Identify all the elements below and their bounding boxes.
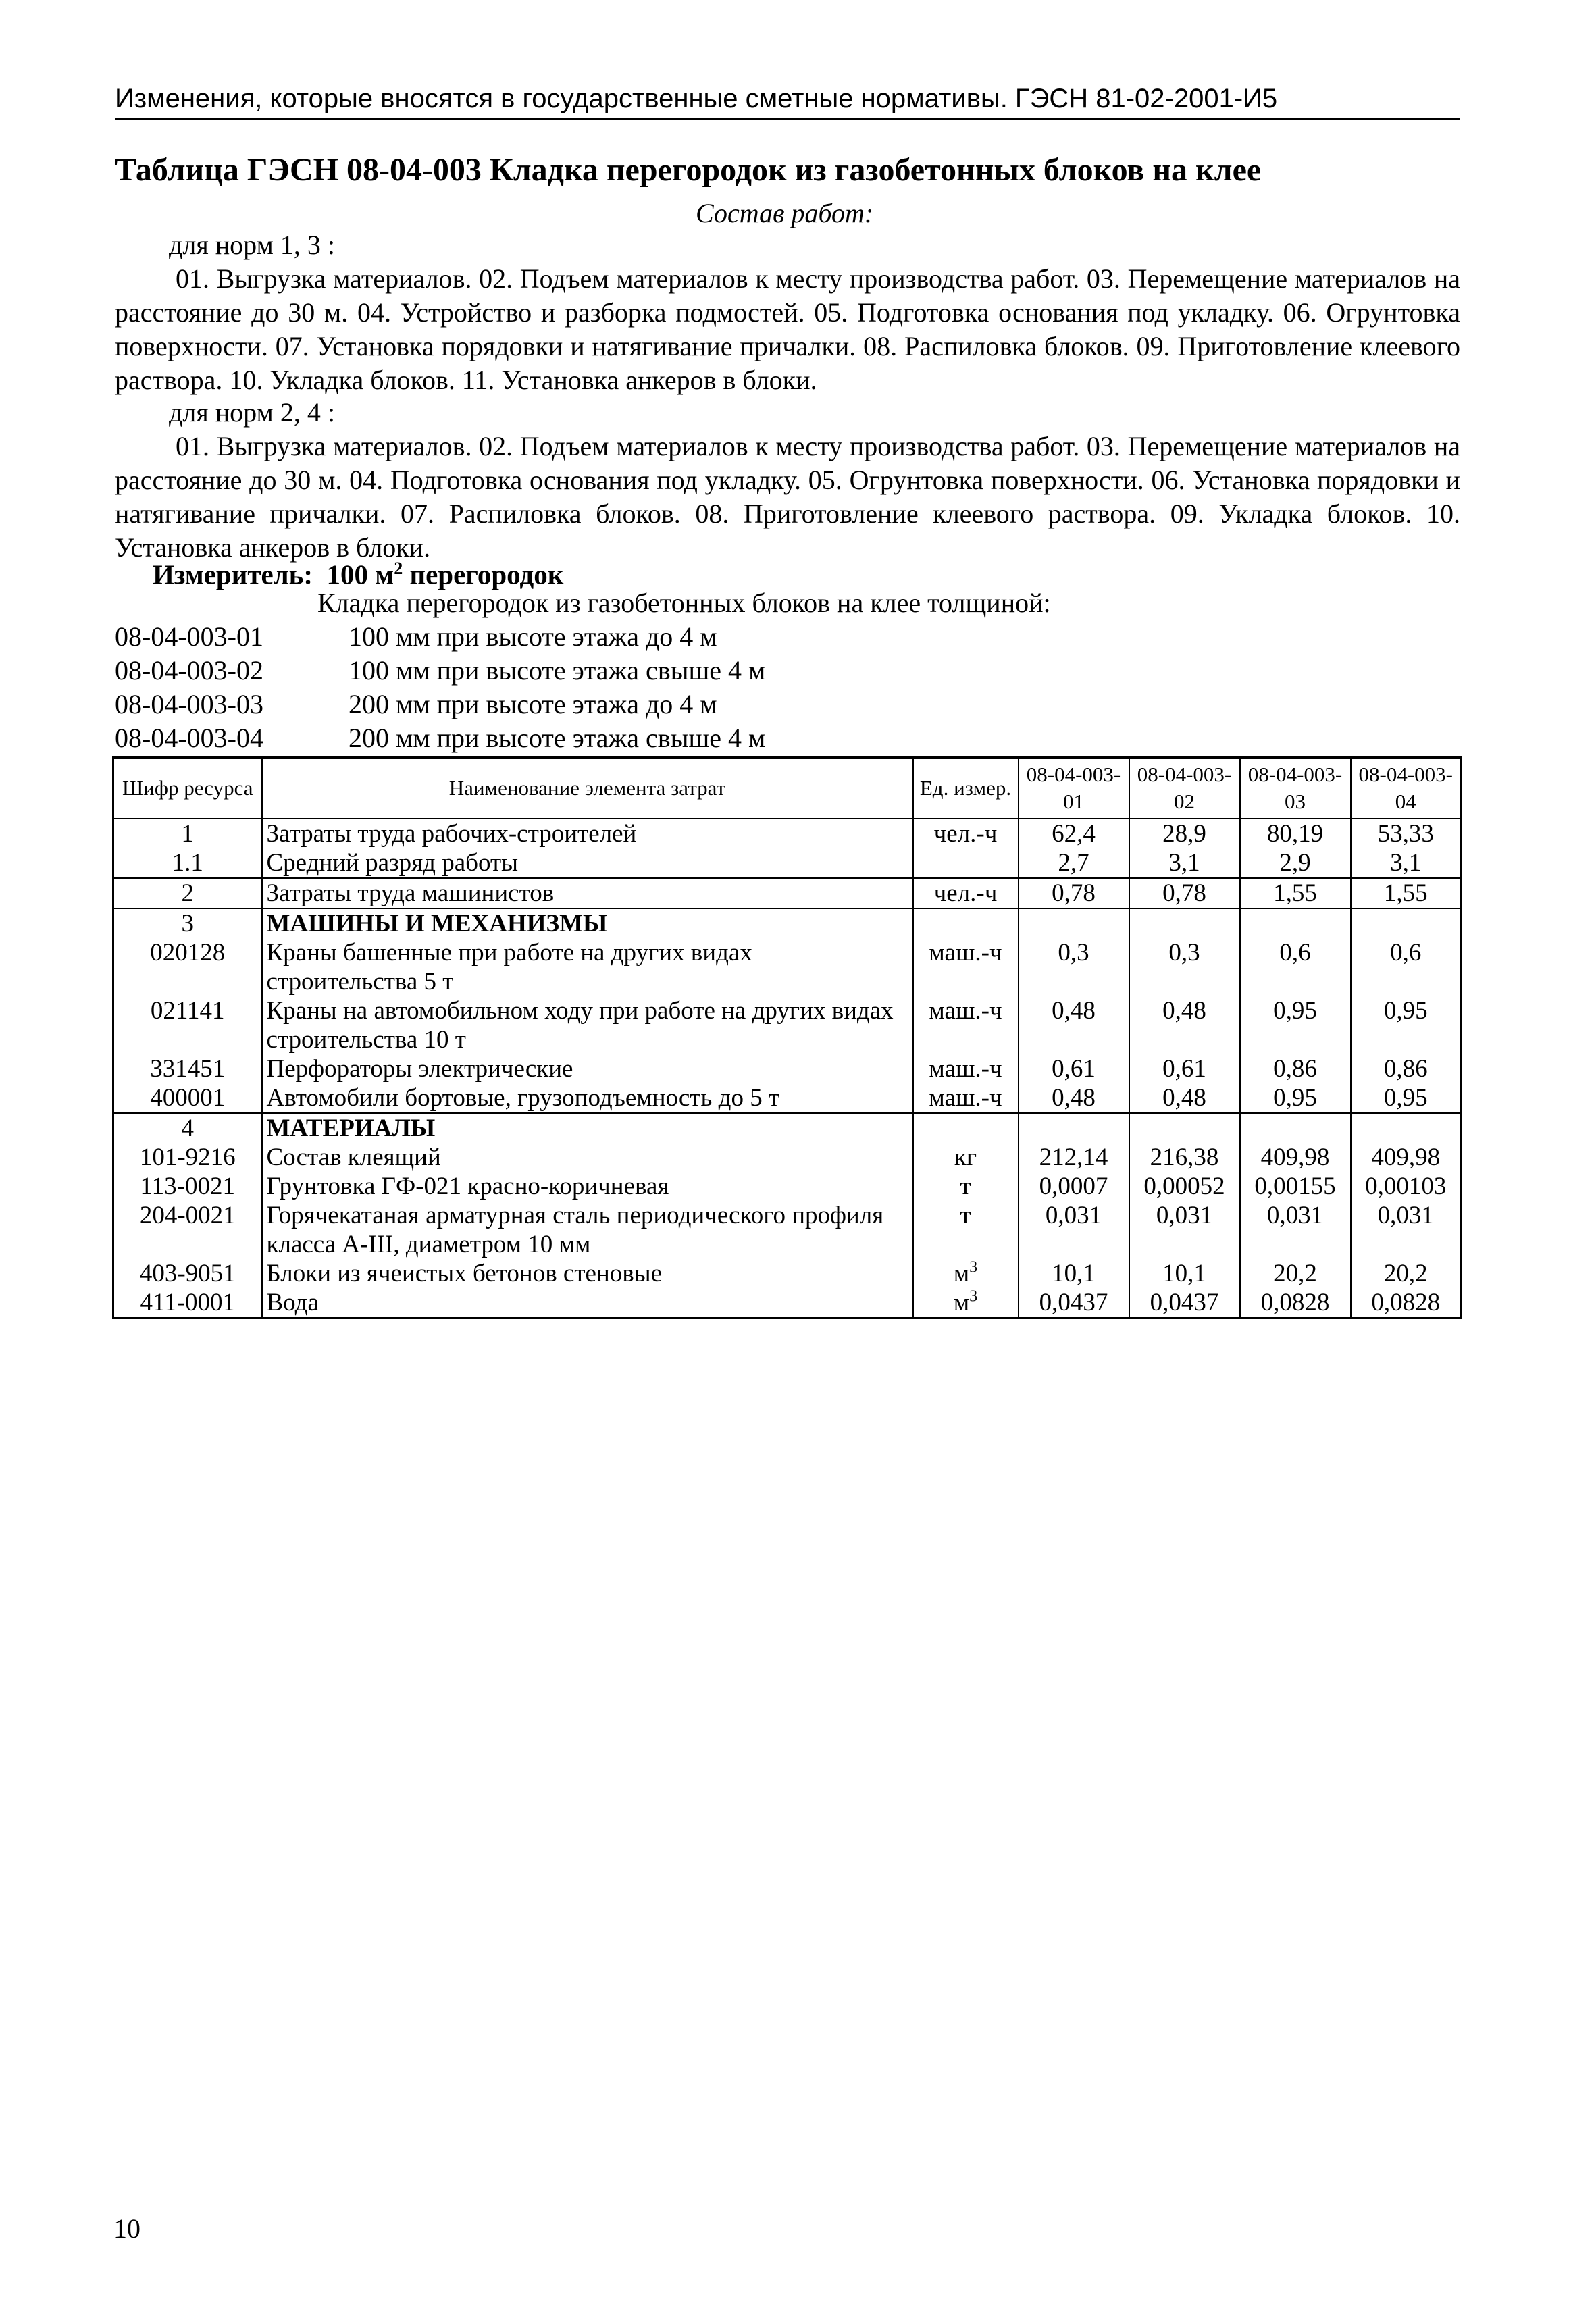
header-resource-code: Шифр ресурса: [113, 758, 262, 819]
cost-element-name: Вода: [262, 1288, 913, 1318]
resource-table: [112, 756, 1462, 1319]
unit-cell: [913, 1288, 1019, 1318]
norm-value-03: 0,00155: [1240, 1172, 1351, 1201]
norm-value-01: 0,61: [1019, 1054, 1129, 1083]
measure-rest: перегородок: [403, 559, 564, 590]
norm-value-01: 0,78: [1019, 878, 1129, 908]
unit-cell: [913, 1113, 1019, 1143]
norm-value-03: 20,2: [1240, 1259, 1351, 1288]
unit-text: чел.-ч: [933, 879, 998, 907]
norm-value-01: 0,48: [1019, 1083, 1129, 1113]
header-unit: Ед. измер.: [913, 758, 1019, 819]
table-row: [113, 1143, 1462, 1172]
norm-value-01: 0,0437: [1019, 1288, 1129, 1318]
norm-code: 08-04-003-03: [115, 689, 263, 719]
header-norm-01: 08-04-003-01: [1019, 758, 1129, 819]
cost-element-name: Блоки из ячеистых бетонов стеновые: [262, 1259, 913, 1288]
resource-code: 400001: [113, 1083, 262, 1113]
unit-superscript: 3: [969, 1258, 978, 1277]
norm-value-04: 1,55: [1351, 878, 1462, 908]
work-composition-heading: Состав работ:: [696, 198, 874, 228]
unit-cell: [913, 1172, 1019, 1201]
resource-code: 2: [113, 878, 262, 908]
measure-value: 100 м: [326, 559, 394, 590]
norm-value-02: 0,3: [1129, 938, 1240, 996]
norm-value-01: 0,3: [1019, 938, 1129, 996]
norm-value-02: 0,00052: [1129, 1172, 1240, 1201]
unit-cell: [913, 938, 1019, 996]
resource-code: 1.1: [113, 848, 262, 878]
norms-intro: Кладка перегородок из газобетонных блоков на клее толщиной:: [317, 588, 1051, 618]
norm-value-02: 216,38: [1129, 1143, 1240, 1172]
unit-text: маш.-ч: [929, 939, 1002, 967]
norm-value-01: 0,031: [1019, 1201, 1129, 1259]
resource-code: 403-9051: [113, 1259, 262, 1288]
unit-text: маш.-ч: [929, 1055, 1002, 1083]
norm-value-04: 53,33: [1351, 819, 1462, 848]
norm-description: 200 мм при высоте этажа свыше 4 м: [349, 723, 766, 753]
table-row: [113, 938, 1462, 996]
unit-text: т: [960, 1202, 971, 1229]
norm-value-02: 0,031: [1129, 1201, 1240, 1259]
norms-2-4-label: для норм 2, 4 :: [169, 397, 335, 428]
norms-1-3-text: 01. Выгрузка материалов. 02. Подъем материалов к месту производства работ. 03. Перемещение материалов на расстояние до 30 м. 04. Устройство и разборка подмостей. 05. Подготовка основания под укладку. 06. Огрунтовка поверхности. 07. Установка порядовки и натягивание причалки. 08. Распиловка блоков. 09. Приготовление клеевого раствора. 10. Укладка блоков. 11. Установка анкеров в блоки.: [115, 263, 1460, 395]
resource-code: 411-0001: [113, 1288, 262, 1318]
table-row: [113, 1201, 1462, 1259]
header-norm-02: 08-04-003-02: [1129, 758, 1240, 819]
section-row: [113, 1113, 1462, 1143]
resource-code: 331451: [113, 1054, 262, 1083]
norm-description: 100 мм при высоте этажа свыше 4 м: [349, 655, 766, 686]
resource-code: 101-9216: [113, 1143, 262, 1172]
norm-value-03: 0,0828: [1240, 1288, 1351, 1318]
cost-element-name: Затраты труда рабочих-строителей: [262, 819, 913, 848]
table-row: [113, 1288, 1462, 1318]
table-row: [113, 1054, 1462, 1083]
resource-code: 113-0021: [113, 1172, 262, 1201]
cost-element-name: Краны башенные при работе на других видах строительства 5 т: [262, 938, 913, 996]
unit-superscript: 3: [969, 1287, 978, 1306]
norm-value-04: 0,95: [1351, 1083, 1462, 1113]
unit-cell: [913, 819, 1019, 848]
table-row: [113, 878, 1462, 908]
norm-value-03: [1240, 908, 1351, 938]
norms-2-4-text: 01. Выгрузка материалов. 02. Подъем материалов к месту производства работ. 03. Перемещение материалов на расстояние до 30 м. 04. Подготовка основания под укладку. 05. Огрунтовка поверхности. 06. Установка порядовки и натягивание причалки. 07. Распиловка блоков. 08. Приготовление клеевого раствора. 09. Укладка блоков. 10. Установка анкеров в блоки.: [115, 431, 1460, 563]
norm-value-01: 0,48: [1019, 996, 1129, 1054]
table-row: [113, 1083, 1462, 1113]
norm-value-02: 28,9: [1129, 819, 1240, 848]
unit-text: кг: [954, 1143, 977, 1171]
norm-value-02: 0,48: [1129, 996, 1240, 1054]
unit-text: маш.-ч: [929, 1084, 1002, 1112]
resource-code: 020128: [113, 938, 262, 996]
measure-label: Измеритель:: [153, 559, 313, 590]
unit-cell: [913, 1054, 1019, 1083]
unit-cell: [913, 1201, 1019, 1259]
resource-code: 3: [113, 908, 262, 938]
norm-description: 100 мм при высоте этажа до 4 м: [349, 621, 717, 652]
resource-code: 4: [113, 1113, 262, 1143]
table-row: [113, 1259, 1462, 1288]
table-row: [113, 996, 1462, 1054]
table-header-row: [113, 758, 1462, 819]
norm-value-03: [1240, 1113, 1351, 1143]
norm-value-02: 0,0437: [1129, 1288, 1240, 1318]
norm-value-03: 0,95: [1240, 996, 1351, 1054]
norm-value-03: 409,98: [1240, 1143, 1351, 1172]
norm-value-04: 0,6: [1351, 938, 1462, 996]
norm-value-04: [1351, 908, 1462, 938]
unit-text: м: [953, 1260, 970, 1287]
norm-value-02: 3,1: [1129, 848, 1240, 878]
unit-cell: [913, 1083, 1019, 1113]
norm-value-01: 212,14: [1019, 1143, 1129, 1172]
norm-value-04: 409,98: [1351, 1143, 1462, 1172]
running-header: Изменения, которые вносятся в государственные сметные нормативы. ГЭСН 81-02-2001-И5: [115, 80, 1460, 120]
norm-code: 08-04-003-01: [115, 621, 263, 652]
norm-value-01: 10,1: [1019, 1259, 1129, 1288]
norms-1-3-label: для норм 1, 3 :: [169, 230, 335, 260]
norm-value-01: [1019, 1113, 1129, 1143]
unit-text: маш.-ч: [929, 997, 1002, 1025]
norm-value-01: 0,0007: [1019, 1172, 1129, 1201]
norm-value-03: 2,9: [1240, 848, 1351, 878]
norm-value-01: 2,7: [1019, 848, 1129, 878]
cost-element-name: Средний разряд работы: [262, 848, 913, 878]
norm-value-01: 62,4: [1019, 819, 1129, 848]
norm-value-02: [1129, 908, 1240, 938]
unit-cell: [913, 996, 1019, 1054]
cost-element-name: Состав клеящий: [262, 1143, 913, 1172]
cost-element-name: МАТЕРИАЛЫ: [262, 1113, 913, 1143]
cost-element-name: Затраты труда машинистов: [262, 878, 913, 908]
resource-code: 1: [113, 819, 262, 848]
norm-value-03: 0,95: [1240, 1083, 1351, 1113]
norm-value-04: 0,00103: [1351, 1172, 1462, 1201]
norm-value-04: [1351, 1113, 1462, 1143]
norm-value-01: [1019, 908, 1129, 938]
unit-text: м: [953, 1289, 970, 1316]
norm-value-02: 0,78: [1129, 878, 1240, 908]
cost-element-name: Грунтовка ГФ-021 красно-коричневая: [262, 1172, 913, 1201]
norm-value-04: 0,031: [1351, 1201, 1462, 1259]
norm-value-04: 20,2: [1351, 1259, 1462, 1288]
norm-value-03: 0,031: [1240, 1201, 1351, 1259]
table-body: [113, 819, 1462, 1318]
cost-element-name: Горячекатаная арматурная сталь периодического профиля класса А-III, диаметром 10 мм: [262, 1201, 913, 1259]
norm-value-04: 3,1: [1351, 848, 1462, 878]
norm-value-02: 0,48: [1129, 1083, 1240, 1113]
norm-value-02: 10,1: [1129, 1259, 1240, 1288]
header-cost-element: Наименование элемента затрат: [262, 758, 913, 819]
measure-sup: 2: [394, 559, 403, 578]
norm-code: 08-04-003-04: [115, 723, 263, 753]
norm-value-04: 0,86: [1351, 1054, 1462, 1083]
cost-element-name: МАШИНЫ И МЕХАНИЗМЫ: [262, 908, 913, 938]
table-title: Таблица ГЭСН 08-04-003 Кладка перегородок из газобетонных блоков на клее: [115, 152, 1262, 188]
cost-element-name: Автомобили бортовые, грузоподъемность до 5 т: [262, 1083, 913, 1113]
resource-code: 204-0021: [113, 1201, 262, 1259]
norm-value-02: [1129, 1113, 1240, 1143]
norm-value-03: 0,6: [1240, 938, 1351, 996]
unit-cell: [913, 1259, 1019, 1288]
table-row: [113, 848, 1462, 878]
header-norm-04: 08-04-003-04: [1351, 758, 1462, 819]
cost-element-name: Перфораторы электрические: [262, 1054, 913, 1083]
page-number: 10: [113, 2213, 140, 2244]
table-row: [113, 819, 1462, 848]
section-row: [113, 908, 1462, 938]
unit-cell: [913, 848, 1019, 878]
unit-cell: [913, 1143, 1019, 1172]
unit-cell: [913, 878, 1019, 908]
norm-description: 200 мм при высоте этажа до 4 м: [349, 689, 717, 719]
norm-value-02: 0,61: [1129, 1054, 1240, 1083]
norm-value-03: 0,86: [1240, 1054, 1351, 1083]
cost-element-name: Краны на автомобильном ходу при работе на других видах строительства 10 т: [262, 996, 913, 1054]
unit-cell: [913, 908, 1019, 938]
norm-value-03: 80,19: [1240, 819, 1351, 848]
unit-text: т: [960, 1173, 971, 1200]
table-row: [113, 1172, 1462, 1201]
resource-code: 021141: [113, 996, 262, 1054]
norm-value-04: 0,95: [1351, 996, 1462, 1054]
unit-text: чел.-ч: [933, 820, 998, 848]
norm-value-03: 1,55: [1240, 878, 1351, 908]
norm-value-04: 0,0828: [1351, 1288, 1462, 1318]
norm-code: 08-04-003-02: [115, 655, 263, 686]
header-norm-03: 08-04-003-03: [1240, 758, 1351, 819]
